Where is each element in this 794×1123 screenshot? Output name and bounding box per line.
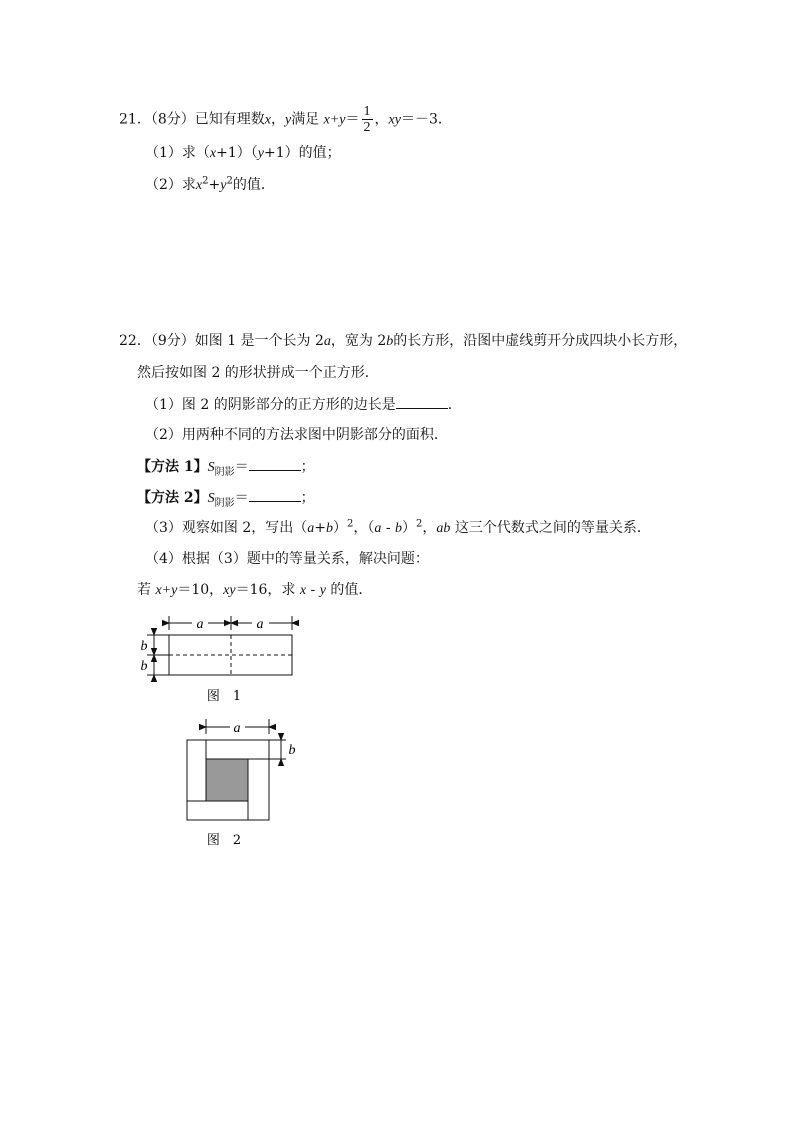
- q21-part2: [145, 175, 275, 196]
- q22-part1-text: （1）图 2 的阴影部分的正方形的边长是: [145, 397, 396, 413]
- q22-part1-end: ．: [447, 397, 462, 413]
- q22-cond-e: 的值．: [325, 582, 373, 598]
- q21-var-x: x: [264, 112, 271, 128]
- q22-method2: [137, 487, 315, 509]
- q21-cond1-lhs: x+y: [323, 112, 346, 128]
- method2-s-sub: 阴影: [214, 497, 235, 509]
- method1-end: ；: [300, 459, 315, 475]
- q21-part1-suffix: +1）的值；: [264, 145, 341, 161]
- method2-s: S: [207, 491, 215, 506]
- q21-part2-suffix: 的值．: [232, 177, 275, 193]
- q21-part2-y: y: [220, 178, 227, 193]
- label-b: b: [288, 743, 296, 758]
- figure-1: [130, 612, 310, 712]
- q22-part4: [145, 549, 429, 569]
- figure-2: [180, 714, 310, 854]
- q21-fraction: [362, 104, 373, 135]
- answer-blank[interactable]: [249, 456, 301, 471]
- label-b2: b: [140, 659, 148, 674]
- q22-part3-minus: -: [381, 520, 396, 536]
- q22-stem1-var-b: b: [386, 334, 394, 349]
- q22-part1: [145, 394, 462, 415]
- label-a2: a: [256, 617, 264, 632]
- q22-part3-exp2: 2: [416, 518, 423, 530]
- figure-2-caption: 图 2: [206, 833, 242, 848]
- q22-part3-comma: ，: [422, 520, 437, 536]
- method2-end: ；: [300, 490, 315, 506]
- q22-stem1-var-a: a: [323, 334, 331, 349]
- q22-part3-exp1: 2: [347, 518, 354, 530]
- q21-part2-plus: +: [208, 177, 221, 193]
- q22-cond-minus: -: [306, 582, 320, 598]
- q22-number: 22．: [119, 333, 151, 349]
- q22-stem1-c: 的长方形，沿图中虚线剪开分成四块小长方形，: [393, 333, 688, 349]
- q21-frac-num: 1: [363, 104, 371, 119]
- q22-cond-x: x: [299, 583, 307, 598]
- q22-cond-a: 若: [137, 582, 156, 598]
- q22-part3-close2: ）: [402, 520, 417, 536]
- method1-eq: ＝: [234, 459, 249, 475]
- q22-cond-xy: x+y: [155, 583, 178, 598]
- label-a: a: [233, 721, 241, 736]
- method2-label: 【方法 2】: [137, 490, 208, 506]
- q21-points: （8分）: [150, 111, 195, 128]
- q22-part3-open2: ，（: [353, 520, 375, 536]
- q22-part3-b-var2: b: [395, 521, 403, 536]
- q22-stem2: 然后按如图 2 的形状拼成一个正方形．: [137, 365, 379, 381]
- q22-part3: [145, 518, 651, 539]
- method1-s: S: [207, 460, 215, 475]
- q21-part1-prefix: （1）求（: [145, 145, 210, 161]
- q21-frac-den: 2: [363, 120, 371, 135]
- method1-label: 【方法 1】: [137, 459, 208, 475]
- q22-stem-line2: [137, 363, 379, 383]
- method2-eq: ＝: [234, 490, 249, 506]
- q22-method1: [137, 456, 315, 478]
- q21-satisfy: 满足: [291, 111, 320, 128]
- q22-part2-text: （2）用两种不同的方法求图中阴影部分的面积．: [145, 427, 448, 443]
- q22-points: （9分）: [150, 333, 195, 349]
- q22-condition: [137, 580, 372, 601]
- label-b1: b: [140, 639, 148, 654]
- q22-part3-a: （3）观察如图 2，写出（: [145, 520, 308, 536]
- q21-number: 21．: [119, 111, 151, 128]
- q22-part3-end: 这三个代数式之间的等量关系．: [450, 520, 651, 536]
- q22-part3-plus: +: [314, 520, 326, 536]
- q22-part3-a-var2: a: [374, 521, 382, 536]
- q22-cond-c: ＝16，求: [235, 582, 300, 598]
- answer-blank[interactable]: [249, 487, 301, 502]
- q21-cond2-lhs: xy: [388, 112, 401, 128]
- q21-comma: ，: [374, 111, 389, 128]
- q22-part3-a-var: a: [307, 521, 315, 536]
- q22-part3-ab: ab: [436, 521, 451, 536]
- q22-stem-line1: [119, 331, 687, 352]
- q21-part2-prefix: （2）求: [145, 177, 196, 193]
- q22-cond-xy2: xy: [223, 583, 236, 598]
- q22-part4-text: （4）根据（3）题中的等量关系，解决问题：: [145, 551, 429, 567]
- shaded-square: [206, 759, 248, 801]
- q22-cond-y: y: [319, 583, 326, 598]
- q22-cond-b: ＝10，: [177, 582, 224, 598]
- q21-cond2-rhs: ＝－3．: [400, 111, 452, 128]
- answer-blank[interactable]: [396, 394, 448, 409]
- q21-part1-x: x: [209, 146, 217, 161]
- q21-stem: [119, 104, 452, 135]
- q21-part2-exp2: 2: [226, 175, 233, 187]
- method1-s-sub: 阴影: [214, 466, 235, 478]
- label-a1: a: [196, 617, 204, 632]
- q21-part1-mid: +1）（: [216, 145, 258, 161]
- q21-part1: [145, 143, 341, 164]
- q22-stem1-b: ，宽为 2: [330, 333, 387, 349]
- q22-part3-b-var: b: [326, 521, 333, 536]
- rectangle-2a-by-2b: [169, 635, 292, 675]
- q21-eq: ＝: [345, 111, 360, 128]
- q21-part2-exp1: 2: [202, 175, 209, 187]
- q21-stem-text: 已知有理数: [194, 111, 265, 128]
- q22-stem1-a: 如图 1 是一个长为 2: [194, 333, 324, 349]
- q21-part1-y: y: [257, 146, 264, 161]
- q21-var-y: y: [284, 112, 292, 128]
- q22-part2: [145, 425, 448, 445]
- q22-part3-close1: ）: [333, 520, 347, 536]
- figure-1-caption: 图 1: [206, 689, 242, 704]
- q21-sep: ，: [270, 111, 285, 128]
- q21-part2-x: x: [195, 178, 203, 193]
